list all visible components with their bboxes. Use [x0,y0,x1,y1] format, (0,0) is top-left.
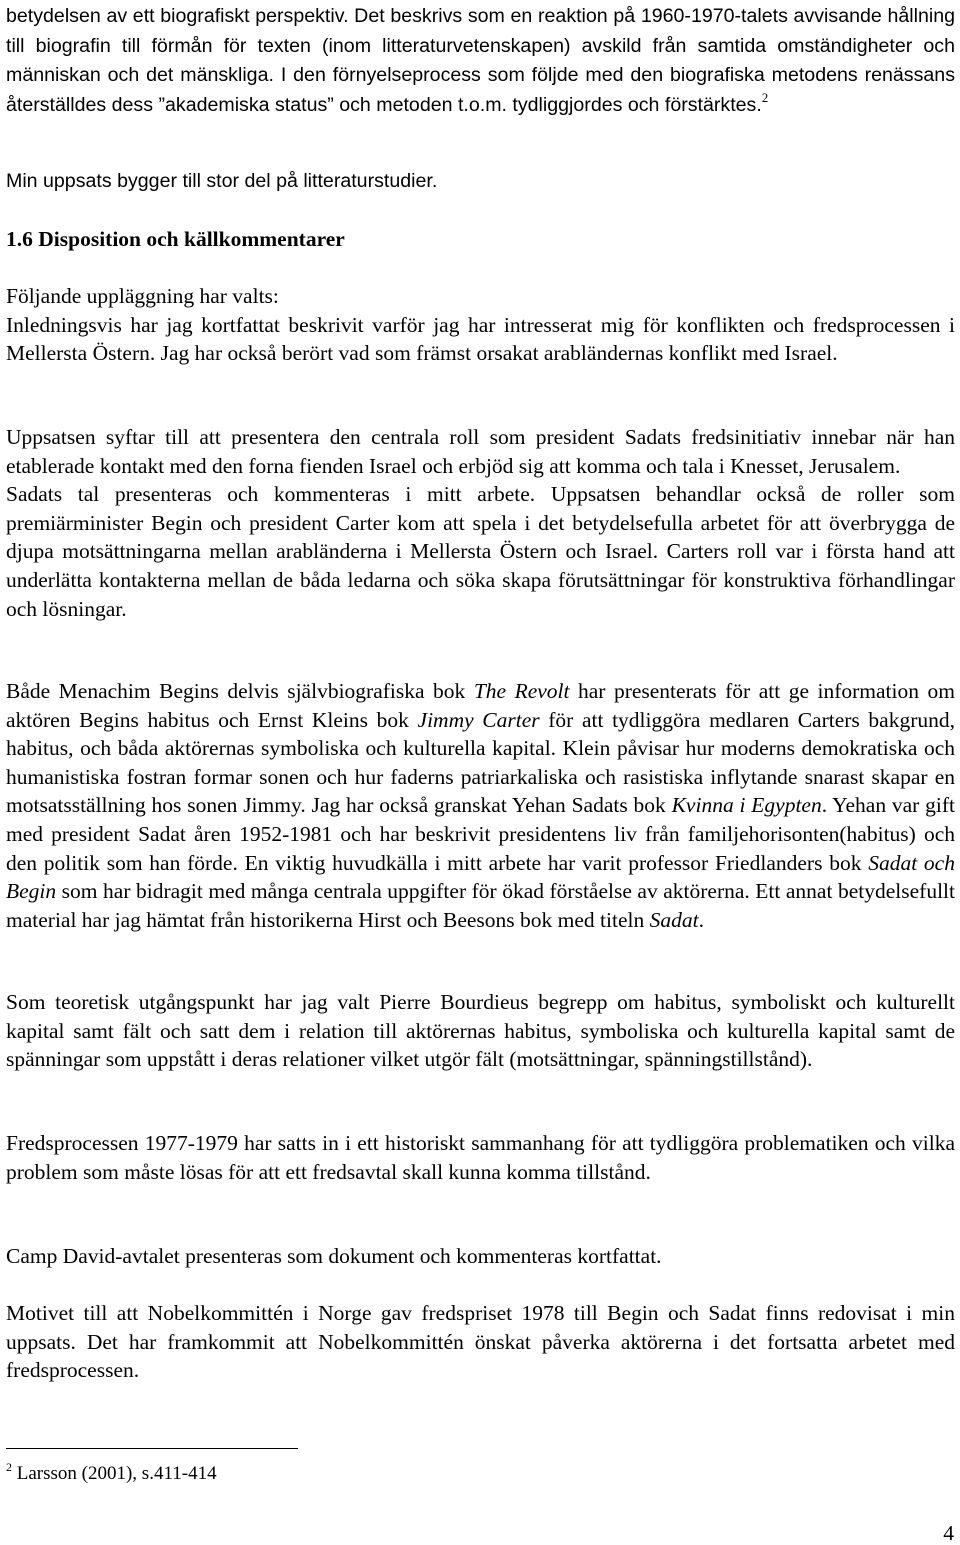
footnote-marker: 2 [6,1460,12,1474]
footnote-divider [6,1448,298,1449]
nobel-paragraph: Motivet till att Nobelkommittén i Norge gav fredspriset 1978 till Begin och Sadat finns redovisat i min uppsats. Det har framkommit att Nobelkommittén önskat påverka aktörerna i det fortsatta arbetet med fredsprocessen. [6,1301,955,1383]
book-title-sadat: Sadat [649,907,699,932]
camp-david-paragraph: Camp David-avtalet presenteras som dokument och kommenteras kortfattat. [6,1244,662,1268]
books-text-2: har presenterats för att ge information om aktören Begins habitus och Ernst Kleins bok [6,679,955,732]
books-paragraph [6,677,955,934]
sources-text: Min uppsats bygger till stor del på litteraturstudier. [6,170,438,192]
section-heading: 1.6 Disposition och källkommentarer [6,227,345,251]
intro-text: betydelsen av ett biografiskt perspektiv. Det beskrivs som en reaktion på 1960-1970-talets avvisande hållning till biografin till förmån för texten (inom litteraturvetenskapen) avskild från samtida omständigheter och människan och det mänskliga. I den förnyelseprocess som följde med den biografiska metodens renässans återställdes dess ”akademiska status” och metoden t.o.m. tydliggjordes och förstärktes. [6,5,955,116]
footnote [6,1462,217,1486]
purpose-text-a: Uppsatsen syftar till att presentera den centrala roll som president Sadats fredsinitiativ innebar när han etablerade kontakt med den forna fienden Israel och erbjöd sig att komma och tala i Knesset, Jerusalem. [6,425,955,478]
context-paragraph: Fredsprocessen 1977-1979 har satts in i ett historiskt sammanhang för att tydliggöra problematiken och vilka problem som måste lösas för att ett fredsavtal skall kunna komma tillstånd. [6,1131,955,1184]
disposition-paragraph [6,282,955,368]
disposition-body: Inledningsvis har jag kortfattat beskrivit varför jag har intresserat mig för konflikten och fredsprocessen i Mellersta Östern. Jag har också berört vad som främst orsakat arabländernas konflikt med Israel. [6,312,955,366]
page-number: 4 [943,1521,954,1545]
book-title-the-revolt: The Revolt [473,679,570,703]
disposition-intro-line: Följande uppläggning har valts: [6,284,279,308]
sources-paragraph [6,166,955,196]
books-text-5: som har bidragit med många centrala uppgifter för ökad förståelse av aktörerna. Ett annat betydelsefullt material har jag hämtat från historikerna Hirst och Beesons bok med titeln [6,879,955,932]
footnote-text: Larsson (2001), s.411-414 [12,1463,217,1484]
purpose-text-b: Sadats tal presenteras och kommenteras i mitt arbete. Uppsatsen behandlar också de roller som premiärminister Begin och president Carter kom att spela i det betydelsefulla arbetet för att överbrygga de djupa motsättningarna mellan arabländerna i Mellersta Östern och Israel. Carters roll var i första hand att underlätta kontakterna mellan de båda ledarna och söka skapa förutsättningar för konstruktiva förhandlingar och lösningar. [6,482,955,621]
books-text-6: . [698,907,704,932]
books-text-4: . Yehan var gift med president Sadat åren 1952-1981 och har beskrivit presidentens liv från familjehorisonten(habitus) och den politik som han förde. En viktig huvudkälla i mitt arbete har varit professor Friedlanders bok [6,793,955,875]
books-text-3: för att tydliggöra medlaren Carters bakgrund, habitus, och båda aktörernas symboliska och kulturella kapital. Klein påvisar hur moderns demokratiska och humanistiska fostran formar sonen och hur faderns patriarkaliska och rasistiska inflytande snarast skapar en motsatsställning hos sonen Jimmy. Jag har också granskat Yehan Sadats bok [6,707,955,818]
purpose-paragraph [6,423,955,623]
book-title-sadat-och-begin: Sadat och Begin [6,850,955,904]
footnote-reference: 2 [761,89,769,105]
book-title-kvinna-i-egypten: Kvinna i Egypten [671,793,822,818]
intro-paragraph [6,1,955,119]
theory-paragraph: Som teoretisk utgångspunkt har jag valt Pierre Bourdieus begrepp om habitus, symboliskt och kulturellt kapital samt fält och satt dem i relation till aktörernas habitus, symboliska och kulturella kapital samt de spänningar som uppstått i deras relationer vilket utgör fält (motsättningar, spänningstillstånd). [6,990,955,1072]
book-title-jimmy-carter: Jimmy Carter [417,707,540,732]
books-text-1: Både Menachim Begins delvis självbiografiska bok [6,679,474,703]
